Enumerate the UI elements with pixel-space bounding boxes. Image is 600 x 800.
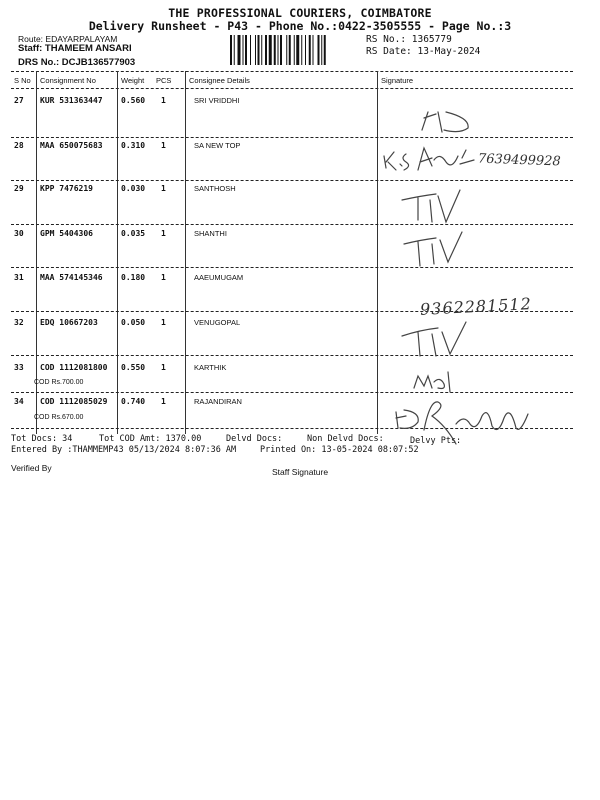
col-header-sno: S No [14,76,31,85]
row-consignment: MAA 650075683 [40,141,103,150]
rs-number: RS No.: 1365779 [366,34,452,45]
non-delivered-docs: Non Delvd Docs: [307,434,384,444]
table-top-rule [11,71,573,72]
row-sno: 29 [14,184,24,193]
row-pcs: 1 [161,141,166,150]
row-sno: 31 [14,273,24,282]
signature-mark [402,190,460,222]
row-pcs: 1 [161,318,166,327]
total-cod-amount: Tot COD Amt: 1370.00 [99,434,202,444]
row-consignment: KUR 531363447 [40,96,103,105]
row-consignment: COD 1112081800 [40,363,108,372]
row-consignee: SRI VRIDDHI [194,96,240,105]
signature-mark [422,112,468,132]
row-weight: 0.560 [121,96,146,105]
row-weight: 0.180 [121,273,146,282]
row-weight: 0.050 [121,318,146,327]
row-consignee: SA NEW TOP [194,141,241,150]
col-divider [117,71,118,434]
col-header-consignment: Consignment No [40,76,96,85]
row-consignment: KPP 7476219 [40,184,93,193]
row-consignee: SANTHOSH [194,184,236,193]
row-consignment: EDQ 10667203 [40,318,98,327]
handwritten-phone-number: 7639499928 [477,151,561,170]
row-consignment: MAA 574145346 [40,273,103,282]
row-weight: 0.740 [121,397,146,406]
row-weight: 0.035 [121,229,146,238]
handwritten-number: 9362281512 [419,294,533,319]
row-rule [11,137,573,138]
row-pcs: 1 [161,184,166,193]
row-consignee: RAJANDIRAN [194,397,242,406]
col-header-consignee: Consignee Details [189,76,250,85]
rs-date: RS Date: 13-May-2024 [366,46,481,57]
row-rule [11,180,573,181]
cod-amount: COD Rs.670.00 [34,414,84,421]
drs-number: DRS No.: DCJB136577903 [18,57,136,68]
barcode-image [230,35,355,65]
company-title: THE PROFESSIONAL COURIERS, COIMBATORE [168,6,432,20]
row-pcs: 1 [161,363,166,372]
col-divider [185,71,186,434]
row-weight: 0.030 [121,184,146,193]
staff-label: Staff: THAMEEM ANSARI [18,43,132,54]
route-label: Route: EDAYARPALAYAM [18,34,118,44]
row-sno: 27 [14,96,24,105]
runsheet-title: Delivery Runsheet - P43 - Phone No.:0422-3505555 - Page No.:3 [88,19,512,33]
row-consignee: SHANTHI [194,229,227,238]
row-pcs: 1 [161,96,166,105]
signature-mark [384,148,474,170]
signature-mark [402,322,466,356]
row-rule [11,392,573,393]
row-sno: 34 [14,397,24,406]
printed-on: Printed On: 13-05-2024 08:07:52 [260,445,419,455]
row-consignment: COD 1112085029 [40,397,108,406]
staff-signature-label: Staff Signature [272,467,329,477]
row-weight: 0.550 [121,363,146,372]
row-sno: 33 [14,363,24,372]
row-weight: 0.310 [121,141,146,150]
row-sno: 30 [14,229,24,238]
total-docs: Tot Docs: 34 [11,434,73,444]
delivery-points: Delvy Pts: [410,436,462,446]
col-header-pcs: PCS [156,76,172,85]
row-consignee: AAEUMUGAM [194,273,244,282]
col-divider [377,71,378,434]
verified-by-label: Verified By [11,463,52,473]
entered-by: Entered By :THAMMEMP43 05/13/2024 8:07:36 AM [11,445,237,455]
row-rule [11,428,573,429]
row-rule [11,267,573,268]
row-consignment: GPM 5404306 [40,229,93,238]
col-header-weight: Weight [121,76,145,85]
header-rule [11,88,573,89]
col-header-signature: Signature [381,76,414,85]
row-pcs: 1 [161,229,166,238]
row-sno: 28 [14,141,24,150]
row-consignee: KARTHIK [194,363,227,372]
row-rule [11,224,573,225]
cod-amount: COD Rs.700.00 [34,379,84,386]
row-pcs: 1 [161,273,166,282]
signature-mark [404,232,462,266]
row-rule [11,355,573,356]
row-sno: 32 [14,318,24,327]
signature-mark [414,372,450,392]
row-pcs: 1 [161,397,166,406]
row-consignee: VENUGOPAL [194,318,241,327]
delivered-docs: Delvd Docs: [226,434,283,444]
